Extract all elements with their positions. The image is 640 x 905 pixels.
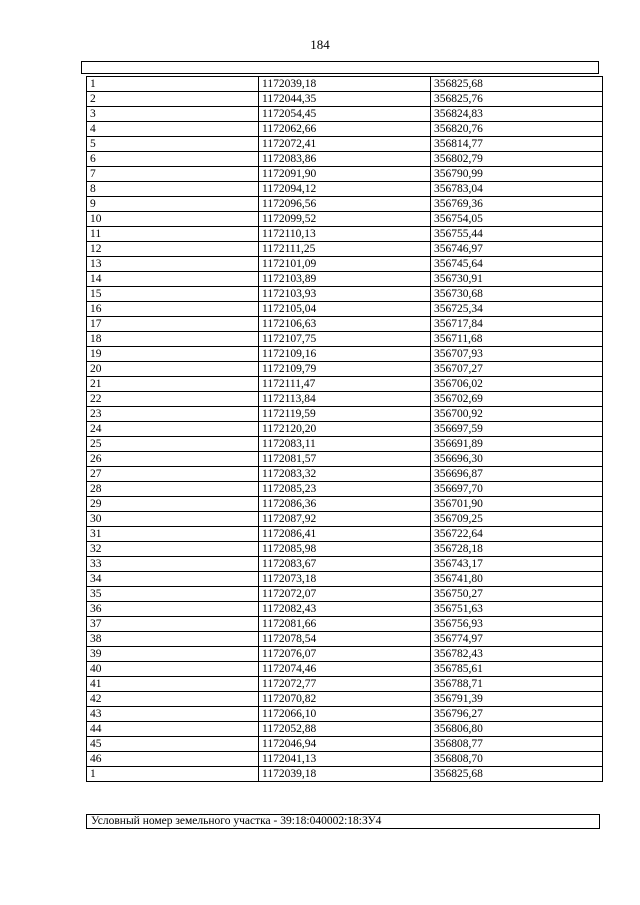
table-row bbox=[87, 197, 603, 212]
table-row bbox=[87, 767, 603, 782]
x-coordinate-cell: 1172083,86 bbox=[259, 152, 431, 167]
table-row bbox=[87, 257, 603, 272]
point-number-cell: 35 bbox=[87, 587, 259, 602]
table-row bbox=[87, 287, 603, 302]
x-coordinate-cell: 1172109,79 bbox=[259, 362, 431, 377]
table-row bbox=[87, 467, 603, 482]
table-row bbox=[87, 422, 603, 437]
x-coordinate-cell: 1172039,18 bbox=[259, 77, 431, 92]
x-coordinate-cell: 1172087,92 bbox=[259, 512, 431, 527]
table-row bbox=[87, 587, 603, 602]
table-row bbox=[87, 122, 603, 137]
x-coordinate-cell: 1172119,59 bbox=[259, 407, 431, 422]
x-coordinate-cell: 1172083,32 bbox=[259, 467, 431, 482]
x-coordinate-cell: 1172096,56 bbox=[259, 197, 431, 212]
table-row bbox=[87, 137, 603, 152]
x-coordinate-cell: 1172105,04 bbox=[259, 302, 431, 317]
point-number-cell: 46 bbox=[87, 752, 259, 767]
point-number-cell: 34 bbox=[87, 572, 259, 587]
x-coordinate-cell: 1172072,77 bbox=[259, 677, 431, 692]
y-coordinate-cell: 356751,63 bbox=[431, 602, 603, 617]
point-number-cell: 23 bbox=[87, 407, 259, 422]
table-row bbox=[87, 392, 603, 407]
table-row bbox=[87, 332, 603, 347]
point-number-cell: 42 bbox=[87, 692, 259, 707]
table-row bbox=[87, 617, 603, 632]
table-row bbox=[87, 302, 603, 317]
x-coordinate-cell: 1172111,25 bbox=[259, 242, 431, 257]
point-number-cell: 45 bbox=[87, 737, 259, 752]
y-coordinate-cell: 356730,68 bbox=[431, 287, 603, 302]
y-coordinate-cell: 356806,80 bbox=[431, 722, 603, 737]
point-number-cell: 8 bbox=[87, 182, 259, 197]
y-coordinate-cell: 356788,71 bbox=[431, 677, 603, 692]
point-number-cell: 21 bbox=[87, 377, 259, 392]
table-row bbox=[87, 482, 603, 497]
point-number-cell: 41 bbox=[87, 677, 259, 692]
y-coordinate-cell: 356825,68 bbox=[431, 77, 603, 92]
y-coordinate-cell: 356769,36 bbox=[431, 197, 603, 212]
y-coordinate-cell: 356709,25 bbox=[431, 512, 603, 527]
x-coordinate-cell: 1172070,82 bbox=[259, 692, 431, 707]
point-number-cell: 38 bbox=[87, 632, 259, 647]
table-row bbox=[87, 497, 603, 512]
y-coordinate-cell: 356697,70 bbox=[431, 482, 603, 497]
table-row bbox=[87, 377, 603, 392]
x-coordinate-cell: 1172103,89 bbox=[259, 272, 431, 287]
x-coordinate-cell: 1172083,11 bbox=[259, 437, 431, 452]
table-row bbox=[87, 77, 603, 92]
y-coordinate-cell: 356696,30 bbox=[431, 452, 603, 467]
y-coordinate-cell: 356701,90 bbox=[431, 497, 603, 512]
table-row bbox=[87, 242, 603, 257]
y-coordinate-cell: 356717,84 bbox=[431, 317, 603, 332]
table-row bbox=[87, 527, 603, 542]
point-number-cell: 16 bbox=[87, 302, 259, 317]
y-coordinate-cell: 356754,05 bbox=[431, 212, 603, 227]
x-coordinate-cell: 1172072,07 bbox=[259, 587, 431, 602]
point-number-cell: 18 bbox=[87, 332, 259, 347]
point-number-cell: 30 bbox=[87, 512, 259, 527]
table-row bbox=[87, 542, 603, 557]
x-coordinate-cell: 1172054,45 bbox=[259, 107, 431, 122]
point-number-cell: 5 bbox=[87, 137, 259, 152]
x-coordinate-cell: 1172091,90 bbox=[259, 167, 431, 182]
x-coordinate-cell: 1172103,93 bbox=[259, 287, 431, 302]
table-row bbox=[87, 152, 603, 167]
y-coordinate-cell: 356790,99 bbox=[431, 167, 603, 182]
x-coordinate-cell: 1172072,41 bbox=[259, 137, 431, 152]
x-coordinate-cell: 1172110,13 bbox=[259, 227, 431, 242]
table-row bbox=[87, 557, 603, 572]
point-number-cell: 1 bbox=[87, 767, 259, 782]
x-coordinate-cell: 1172073,18 bbox=[259, 572, 431, 587]
x-coordinate-cell: 1172076,07 bbox=[259, 647, 431, 662]
table-row bbox=[87, 512, 603, 527]
y-coordinate-cell: 356785,61 bbox=[431, 662, 603, 677]
point-number-cell: 6 bbox=[87, 152, 259, 167]
point-number-cell: 32 bbox=[87, 542, 259, 557]
table-row bbox=[87, 737, 603, 752]
y-coordinate-cell: 356756,93 bbox=[431, 617, 603, 632]
x-coordinate-cell: 1172078,54 bbox=[259, 632, 431, 647]
table-row bbox=[87, 692, 603, 707]
point-number-cell: 14 bbox=[87, 272, 259, 287]
x-coordinate-cell: 1172085,98 bbox=[259, 542, 431, 557]
point-number-cell: 13 bbox=[87, 257, 259, 272]
y-coordinate-cell: 356697,59 bbox=[431, 422, 603, 437]
table-row bbox=[87, 167, 603, 182]
point-number-cell: 1 bbox=[87, 77, 259, 92]
point-number-cell: 10 bbox=[87, 212, 259, 227]
point-number-cell: 3 bbox=[87, 107, 259, 122]
y-coordinate-cell: 356706,02 bbox=[431, 377, 603, 392]
point-number-cell: 37 bbox=[87, 617, 259, 632]
point-number-cell: 25 bbox=[87, 437, 259, 452]
page-number: 184 bbox=[310, 37, 330, 52]
table-row bbox=[87, 662, 603, 677]
point-number-cell: 24 bbox=[87, 422, 259, 437]
point-number-cell: 2 bbox=[87, 92, 259, 107]
y-coordinate-cell: 356730,91 bbox=[431, 272, 603, 287]
point-number-cell: 17 bbox=[87, 317, 259, 332]
x-coordinate-cell: 1172106,63 bbox=[259, 317, 431, 332]
table-row bbox=[87, 632, 603, 647]
y-coordinate-cell: 356707,93 bbox=[431, 347, 603, 362]
point-number-cell: 43 bbox=[87, 707, 259, 722]
table-row bbox=[87, 317, 603, 332]
x-coordinate-cell: 1172109,16 bbox=[259, 347, 431, 362]
x-coordinate-cell: 1172052,88 bbox=[259, 722, 431, 737]
x-coordinate-cell: 1172099,52 bbox=[259, 212, 431, 227]
y-coordinate-cell: 356707,27 bbox=[431, 362, 603, 377]
x-coordinate-cell: 1172113,84 bbox=[259, 392, 431, 407]
y-coordinate-cell: 356820,76 bbox=[431, 122, 603, 137]
point-number-cell: 39 bbox=[87, 647, 259, 662]
y-coordinate-cell: 356755,44 bbox=[431, 227, 603, 242]
x-coordinate-cell: 1172111,47 bbox=[259, 377, 431, 392]
y-coordinate-cell: 356725,34 bbox=[431, 302, 603, 317]
table-row bbox=[87, 707, 603, 722]
point-number-cell: 15 bbox=[87, 287, 259, 302]
table-row bbox=[87, 92, 603, 107]
y-coordinate-cell: 356722,64 bbox=[431, 527, 603, 542]
x-coordinate-cell: 1172120,20 bbox=[259, 422, 431, 437]
parcel-number-label: Условный номер земельного участка - 39:18:040002:18:ЗУ4 bbox=[86, 814, 600, 829]
y-coordinate-cell: 356746,97 bbox=[431, 242, 603, 257]
y-coordinate-cell: 356696,87 bbox=[431, 467, 603, 482]
table-row bbox=[87, 752, 603, 767]
table-row bbox=[87, 602, 603, 617]
table-header-strip bbox=[81, 61, 599, 74]
x-coordinate-cell: 1172062,66 bbox=[259, 122, 431, 137]
y-coordinate-cell: 356702,69 bbox=[431, 392, 603, 407]
y-coordinate-cell: 356782,43 bbox=[431, 647, 603, 662]
y-coordinate-cell: 356791,39 bbox=[431, 692, 603, 707]
x-coordinate-cell: 1172083,67 bbox=[259, 557, 431, 572]
point-number-cell: 22 bbox=[87, 392, 259, 407]
x-coordinate-cell: 1172046,94 bbox=[259, 737, 431, 752]
point-number-cell: 36 bbox=[87, 602, 259, 617]
x-coordinate-cell: 1172094,12 bbox=[259, 182, 431, 197]
table-row bbox=[87, 362, 603, 377]
table-row bbox=[87, 107, 603, 122]
x-coordinate-cell: 1172074,46 bbox=[259, 662, 431, 677]
y-coordinate-cell: 356783,04 bbox=[431, 182, 603, 197]
y-coordinate-cell: 356743,17 bbox=[431, 557, 603, 572]
table-row bbox=[87, 647, 603, 662]
y-coordinate-cell: 356728,18 bbox=[431, 542, 603, 557]
table-row bbox=[87, 452, 603, 467]
y-coordinate-cell: 356745,64 bbox=[431, 257, 603, 272]
point-number-cell: 29 bbox=[87, 497, 259, 512]
point-number-cell: 31 bbox=[87, 527, 259, 542]
y-coordinate-cell: 356774,97 bbox=[431, 632, 603, 647]
y-coordinate-cell: 356750,27 bbox=[431, 587, 603, 602]
x-coordinate-cell: 1172086,41 bbox=[259, 527, 431, 542]
point-number-cell: 33 bbox=[87, 557, 259, 572]
point-number-cell: 4 bbox=[87, 122, 259, 137]
x-coordinate-cell: 1172086,36 bbox=[259, 497, 431, 512]
coordinates-table bbox=[86, 76, 603, 782]
x-coordinate-cell: 1172041,13 bbox=[259, 752, 431, 767]
x-coordinate-cell: 1172081,57 bbox=[259, 452, 431, 467]
point-number-cell: 7 bbox=[87, 167, 259, 182]
table-row bbox=[87, 347, 603, 362]
table-row bbox=[87, 227, 603, 242]
y-coordinate-cell: 356808,70 bbox=[431, 752, 603, 767]
point-number-cell: 9 bbox=[87, 197, 259, 212]
coordinates-table-body bbox=[87, 77, 603, 782]
point-number-cell: 44 bbox=[87, 722, 259, 737]
point-number-cell: 26 bbox=[87, 452, 259, 467]
point-number-cell: 12 bbox=[87, 242, 259, 257]
x-coordinate-cell: 1172044,35 bbox=[259, 92, 431, 107]
table-row bbox=[87, 272, 603, 287]
y-coordinate-cell: 356808,77 bbox=[431, 737, 603, 752]
y-coordinate-cell: 356825,76 bbox=[431, 92, 603, 107]
y-coordinate-cell: 356814,77 bbox=[431, 137, 603, 152]
y-coordinate-cell: 356796,27 bbox=[431, 707, 603, 722]
y-coordinate-cell: 356700,92 bbox=[431, 407, 603, 422]
y-coordinate-cell: 356741,80 bbox=[431, 572, 603, 587]
x-coordinate-cell: 1172082,43 bbox=[259, 602, 431, 617]
point-number-cell: 20 bbox=[87, 362, 259, 377]
y-coordinate-cell: 356711,68 bbox=[431, 332, 603, 347]
x-coordinate-cell: 1172085,23 bbox=[259, 482, 431, 497]
table-row bbox=[87, 437, 603, 452]
table-row bbox=[87, 677, 603, 692]
table-row bbox=[87, 407, 603, 422]
table-row bbox=[87, 182, 603, 197]
x-coordinate-cell: 1172039,18 bbox=[259, 767, 431, 782]
table-row bbox=[87, 722, 603, 737]
table-row bbox=[87, 572, 603, 587]
point-number-cell: 19 bbox=[87, 347, 259, 362]
x-coordinate-cell: 1172081,66 bbox=[259, 617, 431, 632]
point-number-cell: 27 bbox=[87, 467, 259, 482]
y-coordinate-cell: 356691,89 bbox=[431, 437, 603, 452]
x-coordinate-cell: 1172107,75 bbox=[259, 332, 431, 347]
y-coordinate-cell: 356824,83 bbox=[431, 107, 603, 122]
y-coordinate-cell: 356825,68 bbox=[431, 767, 603, 782]
x-coordinate-cell: 1172066,10 bbox=[259, 707, 431, 722]
x-coordinate-cell: 1172101,09 bbox=[259, 257, 431, 272]
point-number-cell: 40 bbox=[87, 662, 259, 677]
y-coordinate-cell: 356802,79 bbox=[431, 152, 603, 167]
table-row bbox=[87, 212, 603, 227]
point-number-cell: 11 bbox=[87, 227, 259, 242]
point-number-cell: 28 bbox=[87, 482, 259, 497]
